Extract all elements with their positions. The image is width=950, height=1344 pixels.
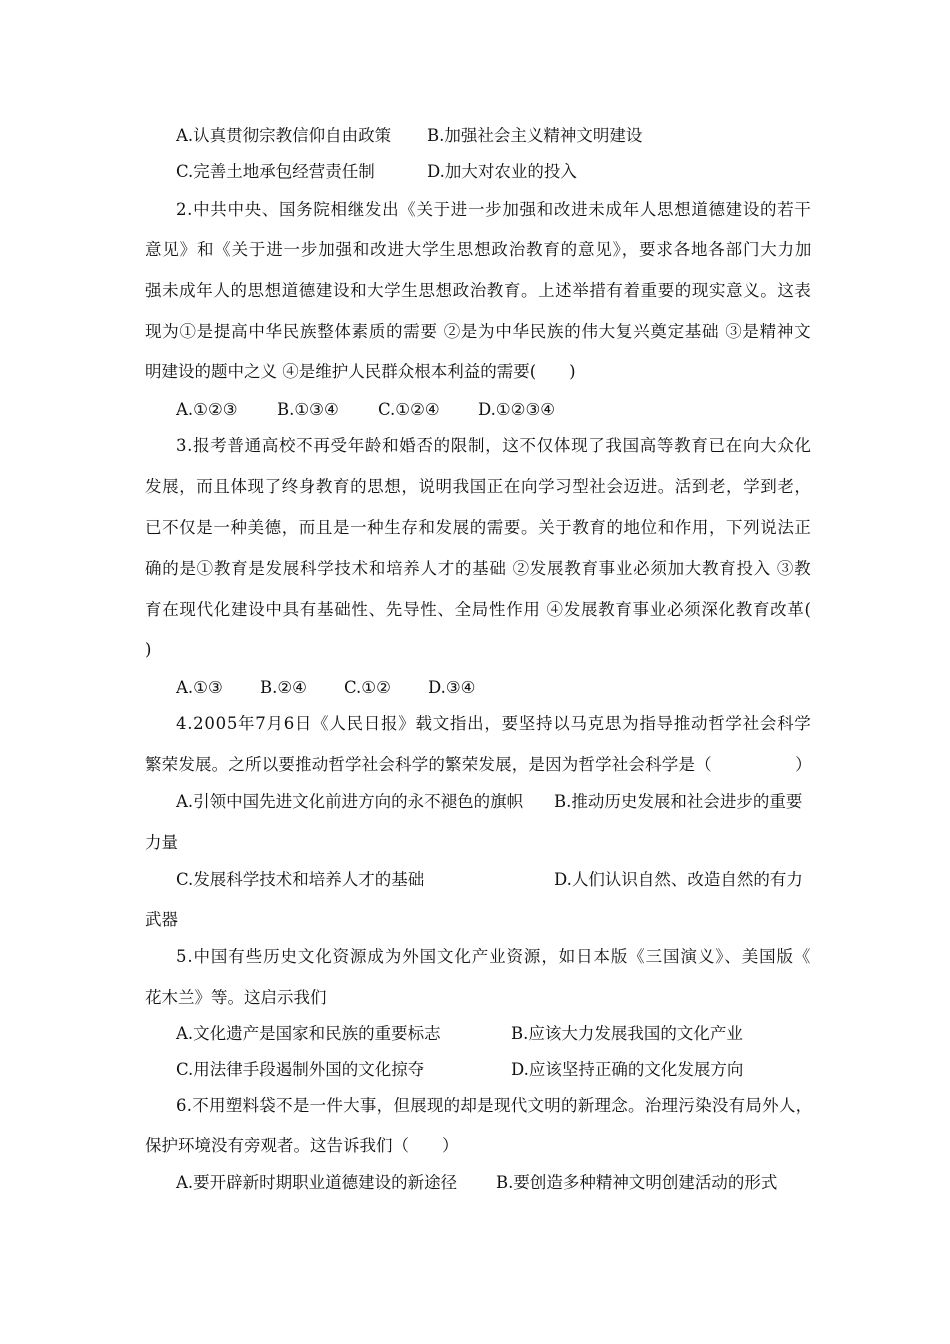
q3-stem-line-1: 3.报考普通高校不再受年龄和婚否的限制，这不仅体现了我国高等教育已在向大众化 <box>176 436 812 455</box>
q3-option-c: C.①② <box>344 678 391 697</box>
q6-stem-line-2: 保护环境没有旁观者。这告诉我们（ ） <box>145 1136 459 1155</box>
q6-option-a: A.要开辟新时期职业道德建设的新途径 <box>176 1173 458 1192</box>
q5-option-d: D.应该坚持正确的文化发展方向 <box>511 1060 744 1079</box>
q2-stem-line-2: 意见》和《关于进一步加强和改进大学生思想政治教育的意见》，要求各地各部门大力加 <box>145 240 813 259</box>
q3-stem-line-4: 确的是①教育是发展科学技术和培养人才的基础 ②发展教育事业必须加大教育投入 ③教 <box>145 559 812 578</box>
q3-stem-line-3: 已不仅是一种美德，而且是一种生存和发展的需要。关于教育的地位和作用，下列说法正 <box>145 518 812 537</box>
q4-option-b-continued: 力量 <box>145 833 178 852</box>
q4-stem-line-2: 繁荣发展。之所以要推动哲学社会科学的繁荣发展，是因为哲学社会科学是（ ） <box>145 755 812 774</box>
q5-option-c: C.用法律手段遏制外国的文化掠夺 <box>176 1060 425 1079</box>
q5-stem-line-1: 5.中国有些历史文化资源成为外国文化产业资源，如日本版《三国演义》、美国版《 <box>176 947 812 966</box>
q2-option-a: A.①②③ <box>176 400 238 419</box>
q4-stem-line-1: 4.2005年7月6日《人民日报》载文指出，要坚持以马克思为指导推动哲学社会科学 <box>176 714 812 733</box>
q5-stem-line-2: 花木兰》等。这启示我们 <box>145 988 327 1007</box>
q1-option-d: D.加大对农业的投入 <box>427 162 577 181</box>
q4-option-b: B.推动历史发展和社会进步的重要 <box>554 792 803 811</box>
q1-option-c: C.完善土地承包经营责任制 <box>176 162 375 181</box>
q2-option-c: C.①②④ <box>378 400 440 419</box>
q5-option-a: A.文化遗产是国家和民族的重要标志 <box>176 1024 441 1043</box>
q1-option-b: B.加强社会主义精神文明建设 <box>427 126 643 145</box>
q4-option-d-continued: 武器 <box>145 910 178 929</box>
q3-option-d: D.③④ <box>428 678 476 697</box>
q5-option-b: B.应该大力发展我国的文化产业 <box>511 1024 743 1043</box>
q3-option-a: A.①③ <box>176 678 223 697</box>
q2-stem-line-5: 明建设的题中之义 ④是维护人民群众根本利益的需要( ) <box>145 362 576 381</box>
q2-stem-line-3: 强未成年人的思想道德建设和大学生思想政治教育。上述举措有着重要的现实意义。这表 <box>145 281 812 300</box>
q4-option-d: D.人们认识自然、改造自然的有力 <box>554 870 803 889</box>
q3-stem-line-6: ) <box>145 640 152 659</box>
q3-option-b: B.②④ <box>260 678 307 697</box>
q6-stem-line-1: 6.不用塑料袋不是一件大事，但展现的却是现代文明的新理念。治理污染没有局外人， <box>176 1096 813 1115</box>
q2-option-b: B.①③④ <box>277 400 339 419</box>
q2-option-d: D.①②③④ <box>478 400 556 419</box>
q3-stem-line-2: 发展，而且体现了终身教育的思想，说明我国正在向学习型社会迈进。活到老，学到老， <box>145 477 812 496</box>
q4-option-c: C.发展科学技术和培养人才的基础 <box>176 870 425 889</box>
q4-option-a: A.引领中国先进文化前进方向的永不褪色的旗帜 <box>176 792 524 811</box>
q3-stem-line-5: 育在现代化建设中具有基础性、先导性、全局性作用 ④发展教育事业必须深化教育改革( <box>145 600 812 619</box>
q1-option-a: A.认真贯彻宗教信仰自由政策 <box>176 126 392 145</box>
q6-option-b: B.要创造多种精神文明创建活动的形式 <box>496 1173 778 1192</box>
q2-stem-line-1: 2.中共中央、国务院相继发出《关于进一步加强和改进未成年人思想道德建设的若干 <box>176 200 812 219</box>
q2-stem-line-4: 现为①是提高中华民族整体素质的需要 ②是为中华民族的伟大复兴奠定基础 ③是精神文 <box>145 322 812 341</box>
